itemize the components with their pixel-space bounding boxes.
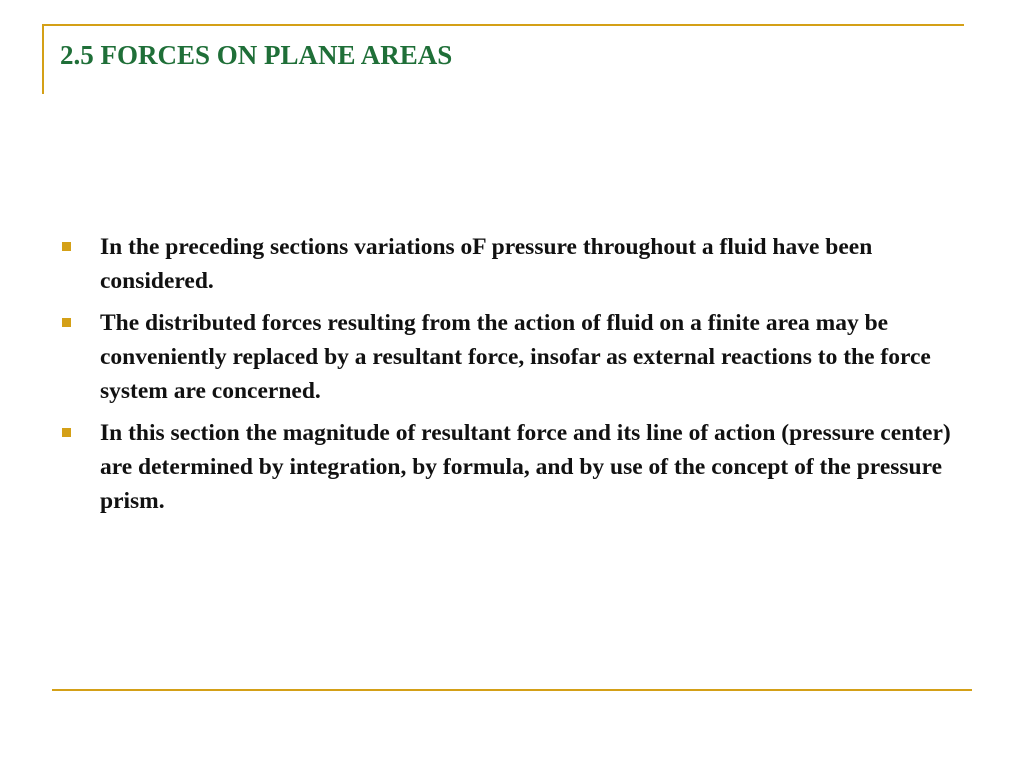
bullet-item (62, 306, 962, 408)
top-accent-line (42, 24, 964, 26)
bullet-text: In the preceding sections variations oF pressure throughout a fluid have been considered. (100, 234, 873, 294)
slide-title: 2.5 FORCES ON PLANE AREAS (60, 40, 453, 70)
bottom-accent-line (52, 689, 972, 691)
square-bullet-icon (62, 428, 71, 437)
square-bullet-icon (62, 242, 71, 251)
bullet-text: The distributed forces resulting from the action of fluid on a finite area may be conveniently replaced by a resultant force, insofar as external reactions to the force system are concerned. (100, 310, 931, 404)
bullet-text: In this section the magnitude of resultant force and its line of action (pressure center) are determined by integration, by formula, and by use of the concept of the pressure prism. (100, 420, 951, 514)
bullet-item (62, 416, 962, 518)
bullet-list (62, 230, 962, 526)
square-bullet-icon (62, 318, 71, 327)
bullet-item (62, 230, 962, 298)
left-accent-line (42, 24, 44, 94)
